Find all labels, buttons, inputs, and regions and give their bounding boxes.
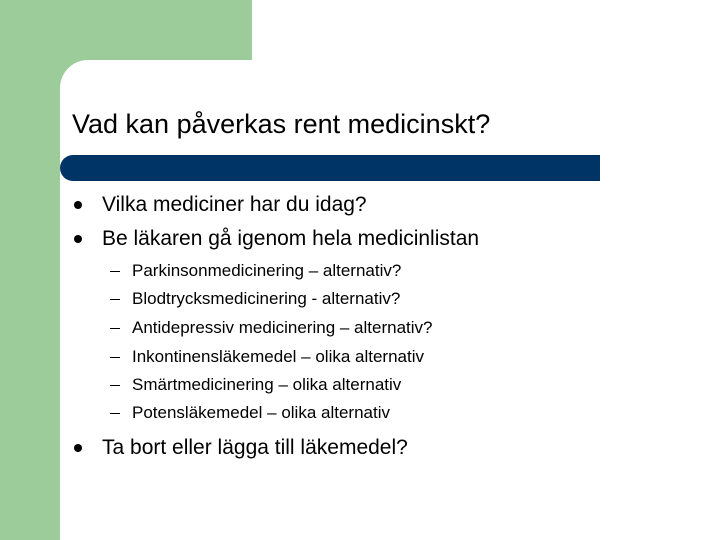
sub-bullet-blood-pressure: Blodtrycksmedicinering - alternativ? xyxy=(132,289,401,308)
sub-bullet-potency: Potensläkemedel – olika alternativ xyxy=(132,403,390,422)
bullet-item-review-medicine-list: Be läkaren gå igenom hela medicinlistan xyxy=(102,227,480,250)
title-underline-bar xyxy=(60,155,600,181)
bullet-dot-icon xyxy=(74,444,82,452)
decorative-green-left-bar xyxy=(0,0,60,540)
sub-bullet-incontinence: Inkontinensläkemedel – olika alternativ xyxy=(132,347,425,366)
bullet-item-current-medicines: Vilka mediciner har du idag? xyxy=(102,193,367,216)
bullet-dot-icon xyxy=(74,201,82,209)
sub-bullet-dash-icon xyxy=(110,413,120,414)
slide-title: Vad kan påverkas rent medicinskt? xyxy=(72,109,491,139)
bullet-dot-icon xyxy=(74,235,82,243)
sub-bullet-pain-medication: Smärtmedicinering – olika alternativ xyxy=(132,375,402,394)
sub-bullet-dash-icon xyxy=(110,385,120,386)
bullet-item-add-remove-medicines: Ta bort eller lägga till läkemedel? xyxy=(102,436,408,459)
sub-bullet-parkinson: Parkinsonmedicinering – alternativ? xyxy=(132,261,402,280)
sub-bullet-dash-icon xyxy=(110,328,120,329)
sub-bullet-dash-icon xyxy=(110,299,120,300)
sub-bullet-dash-icon xyxy=(110,271,120,272)
sub-bullet-dash-icon xyxy=(110,357,120,358)
sub-bullet-antidepressant: Antidepressiv medicinering – alternativ? xyxy=(132,318,433,337)
